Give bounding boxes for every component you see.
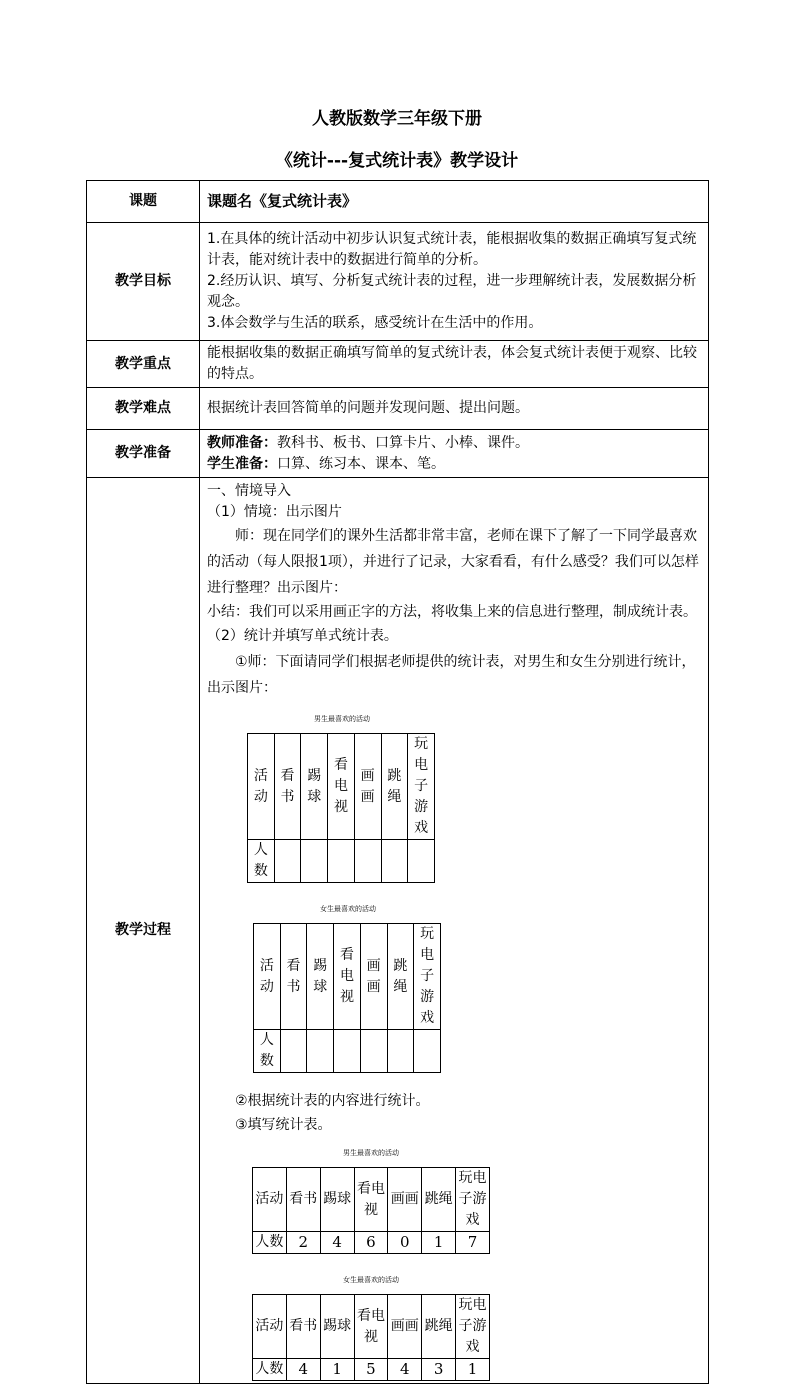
header-cell: 看电视 (354, 1295, 388, 1359)
row-label-cell: 人数 (248, 840, 275, 883)
value-cell: 1 (422, 1232, 456, 1254)
topic-label: 课题 (87, 181, 200, 223)
prep-content (200, 430, 709, 478)
header-cell: 画画 (354, 734, 381, 840)
process-para: 小结：我们可以采用画正字的方法，将收集上来的信息进行整理，制成统计表。 (207, 604, 697, 620)
header-cell: 玩电子游戏 (408, 734, 435, 840)
focus-value: 能根据收集的数据正确填写简单的复式统计表，体会复式统计表便于观察、比较的特点。 (200, 341, 709, 388)
prep-label: 教学准备 (87, 430, 200, 478)
value-cell: 5 (354, 1359, 388, 1381)
empty-cell (280, 1030, 307, 1073)
header-cell: 玩电子游戏 (456, 1168, 490, 1232)
header-cell: 看电视 (328, 734, 355, 840)
process-para: 一、情境导入 (207, 483, 291, 499)
header-cell: 看电视 (354, 1168, 388, 1232)
header-cell: 看书 (286, 1168, 320, 1232)
goals-label: 教学目标 (87, 223, 200, 341)
empty-cell (301, 840, 328, 883)
header-cell: 踢球 (301, 734, 328, 840)
value-cell: 7 (456, 1232, 490, 1254)
header-cell: 跳绳 (422, 1168, 456, 1232)
girls-filled-table (252, 1270, 702, 1381)
process-para: 师：现在同学们的课外生活都非常丰富，老师在课下了解了一下同学最喜欢的活动（每人限报1项），并进行了记录，大家看看，有什么感受？我们可以怎样进行整理？出示图片： (207, 528, 699, 596)
girls-blank-table (253, 899, 702, 1073)
header-cell: 画画 (388, 1168, 422, 1232)
girls-blank-caption: 女生最喜欢的活动 (320, 905, 376, 913)
empty-cell (334, 1030, 361, 1073)
value-cell: 3 (422, 1359, 456, 1381)
value-cell: 2 (286, 1232, 320, 1254)
boys-blank-caption: 男生最喜欢的活动 (314, 715, 370, 723)
header-cell: 看书 (286, 1295, 320, 1359)
header-cell: 玩电子游戏 (456, 1295, 490, 1359)
boys-filled-table (252, 1143, 702, 1254)
process-label: 教学过程 (87, 478, 200, 1384)
teacher-prep-value: 教科书、板书、口算卡片、小棒、课件。 (277, 434, 529, 451)
header-cell: 活动 (253, 1295, 287, 1359)
value-cell: 4 (320, 1232, 354, 1254)
student-prep-label: 学生准备： (207, 455, 277, 472)
value-cell: 1 (456, 1359, 490, 1381)
process-para: ②根据统计表的内容进行统计。 (235, 1093, 430, 1109)
row-label-cell: 人数 (254, 1030, 281, 1073)
process-para: ①师：下面请同学们根据老师提供的统计表，对男生和女生分别进行统计，出示图片： (207, 654, 696, 696)
header-cell: 跳绳 (381, 734, 408, 840)
empty-cell (307, 1030, 334, 1073)
header-cell: 跳绳 (387, 924, 414, 1030)
header-cell: 玩电子游戏 (414, 924, 441, 1030)
topic-value: 课题名《复式统计表》 (200, 181, 709, 223)
boys-filled-caption: 男生最喜欢的活动 (343, 1149, 399, 1157)
empty-cell (381, 840, 408, 883)
empty-cell (360, 1030, 387, 1073)
student-prep-value: 口算、练习本、课本、笔。 (277, 455, 445, 472)
empty-cell (408, 840, 435, 883)
header-cell: 看书 (274, 734, 301, 840)
lesson-plan-table (86, 180, 709, 1384)
goals-content (200, 223, 709, 341)
empty-cell (328, 840, 355, 883)
girls-filled-caption: 女生最喜欢的活动 (343, 1276, 399, 1284)
header-cell: 跳绳 (422, 1295, 456, 1359)
difficulty-label: 教学难点 (87, 388, 200, 430)
value-cell: 4 (286, 1359, 320, 1381)
focus-label: 教学重点 (87, 341, 200, 388)
header-cell: 画画 (360, 924, 387, 1030)
header-cell: 活动 (248, 734, 275, 840)
header-cell: 活动 (253, 1168, 287, 1232)
header-cell: 踢球 (320, 1168, 354, 1232)
header-cell: 活动 (254, 924, 281, 1030)
process-content (200, 478, 709, 1384)
row-label-cell: 人数 (253, 1359, 287, 1381)
goal-item: 1.在具体的统计活动中初步认识复式统计表，能根据收集的数据正确填写复式统计表，能对统计表中的数据进行简单的分析。 (207, 231, 697, 268)
header-cell: 踢球 (307, 924, 334, 1030)
value-cell: 0 (388, 1232, 422, 1254)
process-para: ③填写统计表。 (235, 1117, 332, 1133)
goal-item: 2.经历认识、填写、分析复式统计表的过程，进一步理解统计表，发展数据分析观念。 (207, 273, 697, 310)
header-cell: 踢球 (320, 1295, 354, 1359)
empty-cell (414, 1030, 441, 1073)
boys-blank-table (247, 709, 702, 883)
difficulty-value: 根据统计表回答简单的问题并发现问题、提出问题。 (200, 388, 709, 430)
header-cell: 看书 (280, 924, 307, 1030)
goal-item: 3.体会数学与生活的联系，感受统计在生活中的作用。 (207, 315, 543, 331)
process-para: （2）统计并填写单式统计表。 (207, 628, 398, 644)
value-cell: 1 (320, 1359, 354, 1381)
value-cell: 6 (354, 1232, 388, 1254)
empty-cell (354, 840, 381, 883)
empty-cell (274, 840, 301, 883)
value-cell: 4 (388, 1359, 422, 1381)
process-para: （1）情境：出示图片 (207, 504, 342, 520)
teacher-prep-label: 教师准备： (207, 434, 277, 451)
empty-cell (387, 1030, 414, 1073)
row-label-cell: 人数 (253, 1232, 287, 1254)
doc-title: 人教版数学三年级下册 (312, 109, 482, 129)
doc-subtitle: 《统计---复式统计表》教学设计 (275, 151, 519, 171)
header-cell: 画画 (388, 1295, 422, 1359)
header-cell: 看电视 (334, 924, 361, 1030)
